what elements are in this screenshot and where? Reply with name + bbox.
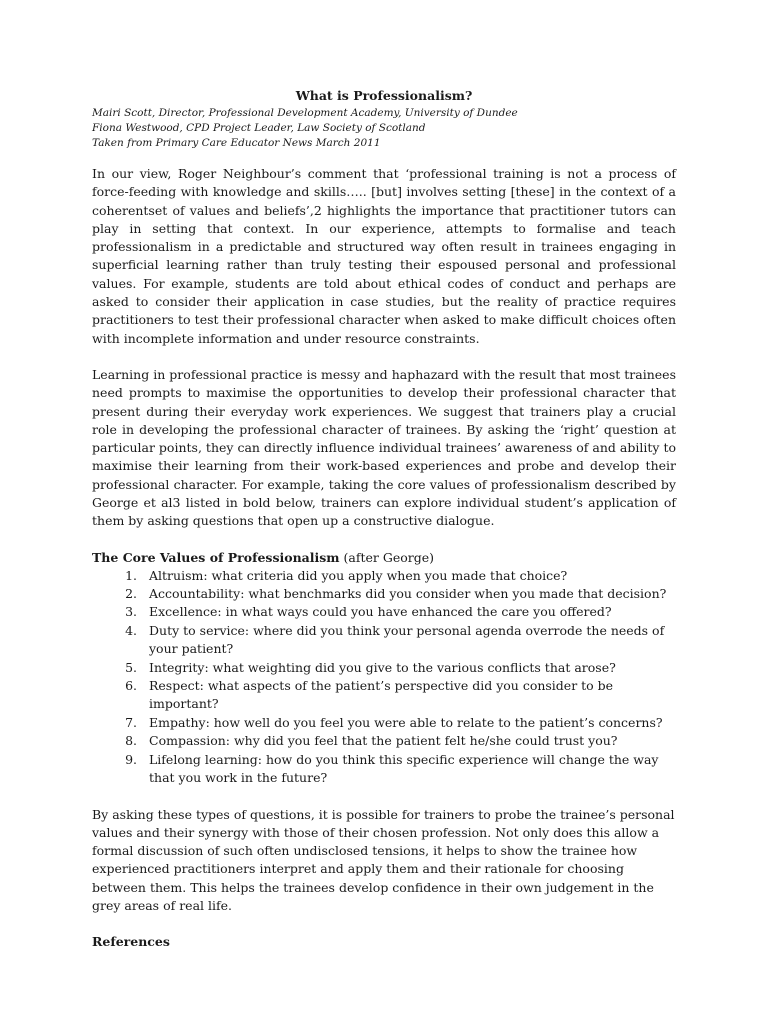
core-values-heading-bold: The Core Values of Professionalism bbox=[92, 549, 340, 565]
list-item: 9. Lifelong learning: how do you think this specific experience will change the way that you work in the future? bbox=[141, 751, 676, 788]
list-item: 6. Respect: what aspects of the patient’s perspective did you consider to be important? bbox=[141, 677, 676, 714]
list-item: 5. Integrity: what weighting did you give to the various conflicts that arose? bbox=[141, 659, 676, 677]
paragraph-intro: In our view, Roger Neighbour’s comment that ‘professional training is not a process of force-feeding with knowledge and skills….. [but] involves setting [these] in the context of a coherentset of values and beliefs’,2 highlights the importance that practitioner tutors can play in setting that context. In our experience, attempts to formalise and teach professionalism in a predictable and structured way often result in trainees engaging in superficial learning rather than truly testing their espoused personal and professional values. For example, students are told about ethical codes of conduct and perhaps are asked to consider their application in case studies, but the reality of practice requires practitioners to test their professional character when asked to make difficult choices often with incomplete information and under resource constraints. bbox=[92, 166, 676, 346]
document-page bbox=[92, 88, 676, 951]
list-item: 2. Accountability: what benchmarks did you consider when you made that decision? bbox=[141, 585, 676, 603]
references-heading: References bbox=[92, 934, 170, 950]
page-title: What is Professionalism? bbox=[295, 88, 473, 103]
paragraph-learning: Learning in professional practice is messy and haphazard with the result that most trainees need prompts to maximise the opportunities to develop their professional character that present during their everyday work experiences. We suggest that trainers play a crucial role in developing the professional character of trainees. By asking the ‘right’ question at particular points, they can directly influence individual trainees’ awareness of and ability to maximise their learning from their work-based experiences and probe and develop their professional character. For example, taking the core values of professionalism described by George et al3 listed in bold below, trainers can explore individual student’s application of them by asking questions that open up a constructive dialogue. bbox=[92, 366, 676, 529]
byline-author-1: Mairi Scott, Director, Professional Development Academy, University of Dundee bbox=[92, 107, 518, 119]
core-values-list bbox=[92, 567, 676, 788]
core-values-heading-suffix: (after George) bbox=[339, 549, 434, 565]
list-item: 1. Altruism: what criteria did you apply when you made that choice? bbox=[141, 567, 676, 585]
list-item: 4. Duty to service: where did you think your personal agenda overrode the needs of your patient? bbox=[141, 622, 676, 659]
paragraph-closing: By asking these types of questions, it is possible for trainers to probe the trainee’s personal values and their synergy with those of their chosen profession. Not only does this allow a formal discussion of such often undisclosed tensions, it helps to show the trainee how experienced practitioners interpret and apply them and their rationale for choosing between them. This helps the trainees develop confidence in their own judgement in the grey areas of real life. bbox=[92, 806, 675, 913]
byline-author-2: Fiona Westwood, CPD Project Leader, Law Society of Scotland bbox=[92, 122, 426, 134]
byline-block bbox=[92, 106, 676, 151]
core-values-heading bbox=[92, 549, 676, 567]
list-item: 3. Excellence: in what ways could you have enhanced the care you offered? bbox=[141, 603, 676, 621]
list-item: 8. Compassion: why did you feel that the patient felt he/she could trust you? bbox=[141, 732, 676, 750]
list-item: 7. Empathy: how well do you feel you were able to relate to the patient’s concerns? bbox=[141, 714, 676, 732]
byline-source: Taken from Primary Care Educator News March 2011 bbox=[92, 137, 381, 149]
